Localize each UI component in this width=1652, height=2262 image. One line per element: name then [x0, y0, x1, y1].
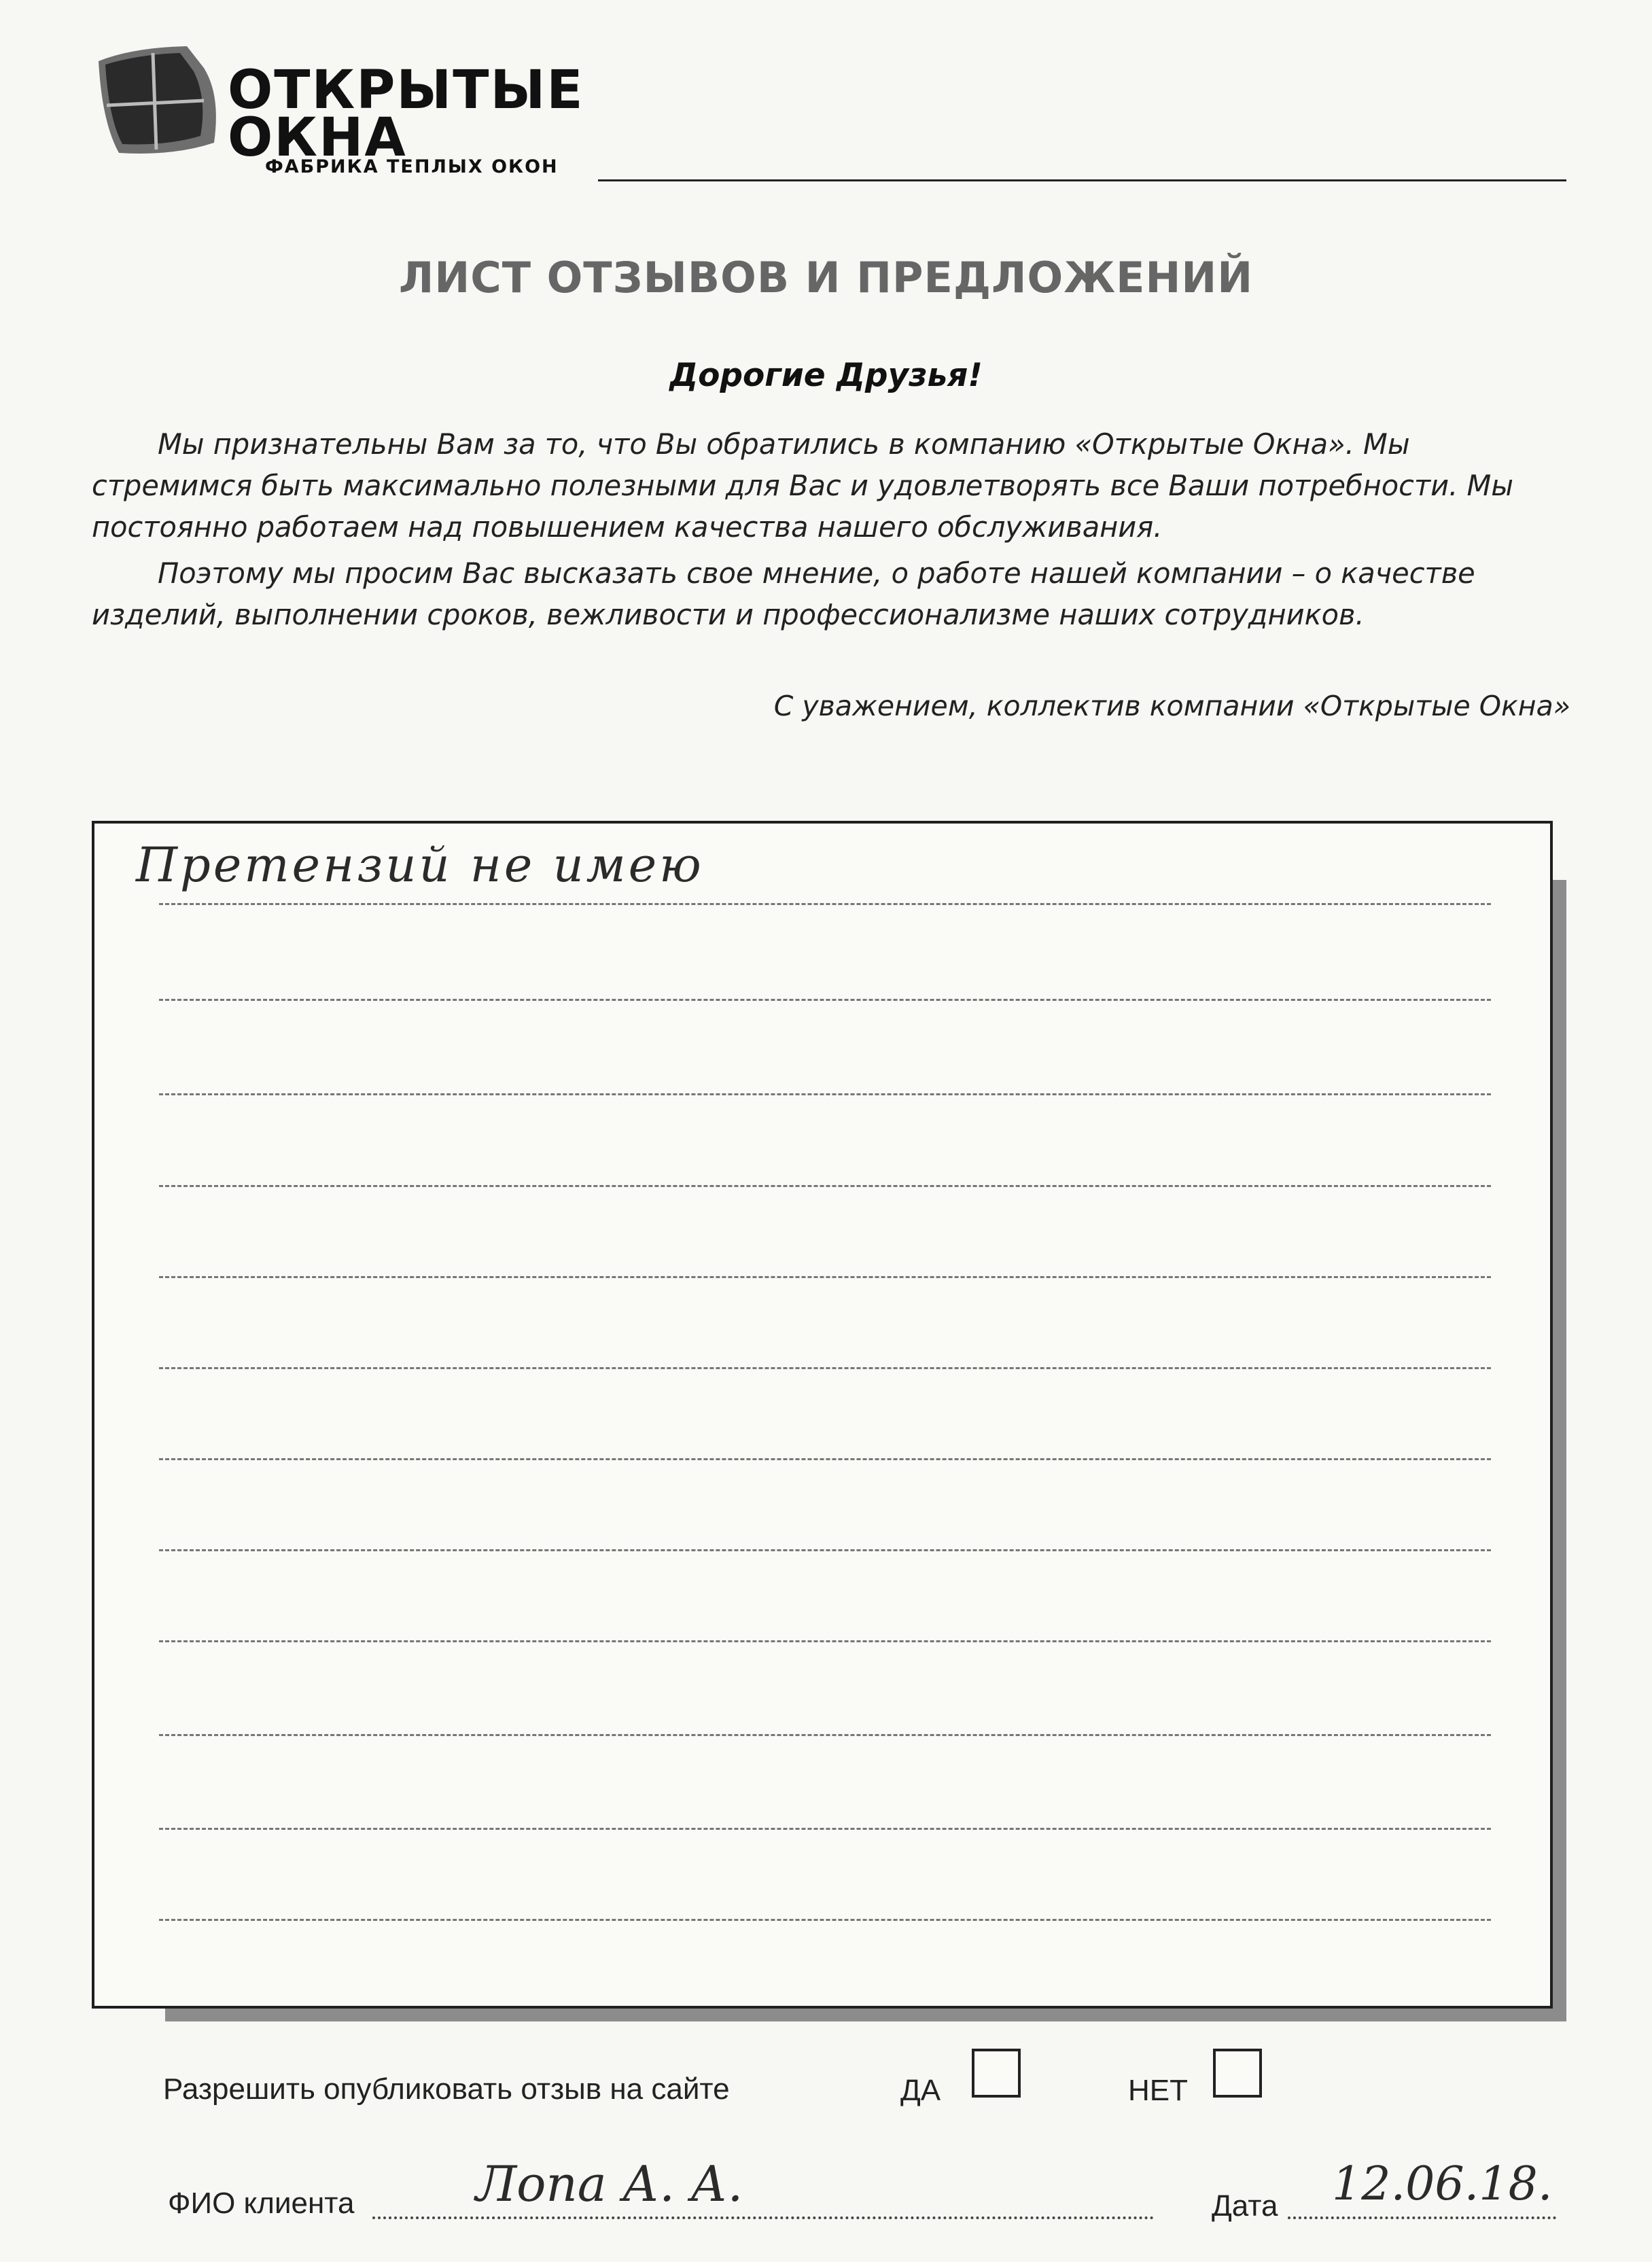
window-logo-icon — [92, 41, 228, 160]
feedback-line — [159, 1093, 1491, 1095]
date-value[interactable]: 12.06.18. — [1332, 2157, 1553, 2211]
intro-paragraph-1: Мы признательны Вам за то, что Вы обратились в компанию «Открытые Окна». Мы стремимся быть максимально полезными для Вас и удовлетворять все Ваши потребности. Мы постоянно работаем над повышением качества нашего обслуживания. — [92, 427, 1514, 544]
logo-line-2: ОКНА — [228, 107, 407, 169]
feedback-line — [159, 903, 1491, 905]
logo-tagline: ФАБРИКА ТЕПЛЫХ ОКОН — [265, 156, 559, 177]
feedback-line — [159, 1276, 1491, 1278]
client-name-value[interactable]: Лопа А. А. — [476, 2155, 743, 2212]
feedback-line — [159, 1828, 1491, 1830]
client-name-label: ФИО клиента — [168, 2187, 355, 2220]
publish-no-checkbox[interactable] — [1213, 2049, 1262, 2098]
greeting: Дорогие Друзья! — [669, 357, 983, 394]
feedback-line — [159, 1734, 1491, 1736]
signoff: С уважением, коллектив компании «Открытые Окна» — [773, 690, 1570, 722]
feedback-box[interactable] — [92, 821, 1553, 2009]
company-logo — [92, 34, 584, 190]
feedback-line — [159, 1919, 1491, 1921]
feedback-line — [159, 1185, 1491, 1187]
logo-line-1: ОТКРЫТЫЕ — [228, 60, 584, 121]
feedback-line — [159, 999, 1491, 1001]
publish-permission-label: Разрешить опубликовать отзыв на сайте — [163, 2072, 730, 2106]
publish-yes-checkbox[interactable] — [972, 2049, 1021, 2098]
date-label: Дата — [1212, 2189, 1278, 2223]
page-title: ЛИСТ ОТЗЫВОВ И ПРЕДЛОЖЕНИЙ — [398, 253, 1254, 302]
publish-no-label: НЕТ — [1128, 2074, 1188, 2107]
feedback-line — [159, 1640, 1491, 1642]
handwritten-feedback: Претензий не имею — [136, 837, 704, 893]
intro-paragraph-2: Поэтому мы просим Вас высказать свое мнение, о работе нашей компании – о качестве изделий, выполнении сроков, вежливости и профессионализме наших сотрудников. — [92, 556, 1475, 631]
feedback-line — [159, 1367, 1491, 1369]
client-name-line — [372, 2216, 1154, 2219]
date-line — [1288, 2216, 1556, 2219]
header-divider — [598, 179, 1566, 181]
publish-yes-label: ДА — [900, 2074, 941, 2107]
feedback-line — [159, 1458, 1491, 1460]
feedback-line — [159, 1549, 1491, 1551]
